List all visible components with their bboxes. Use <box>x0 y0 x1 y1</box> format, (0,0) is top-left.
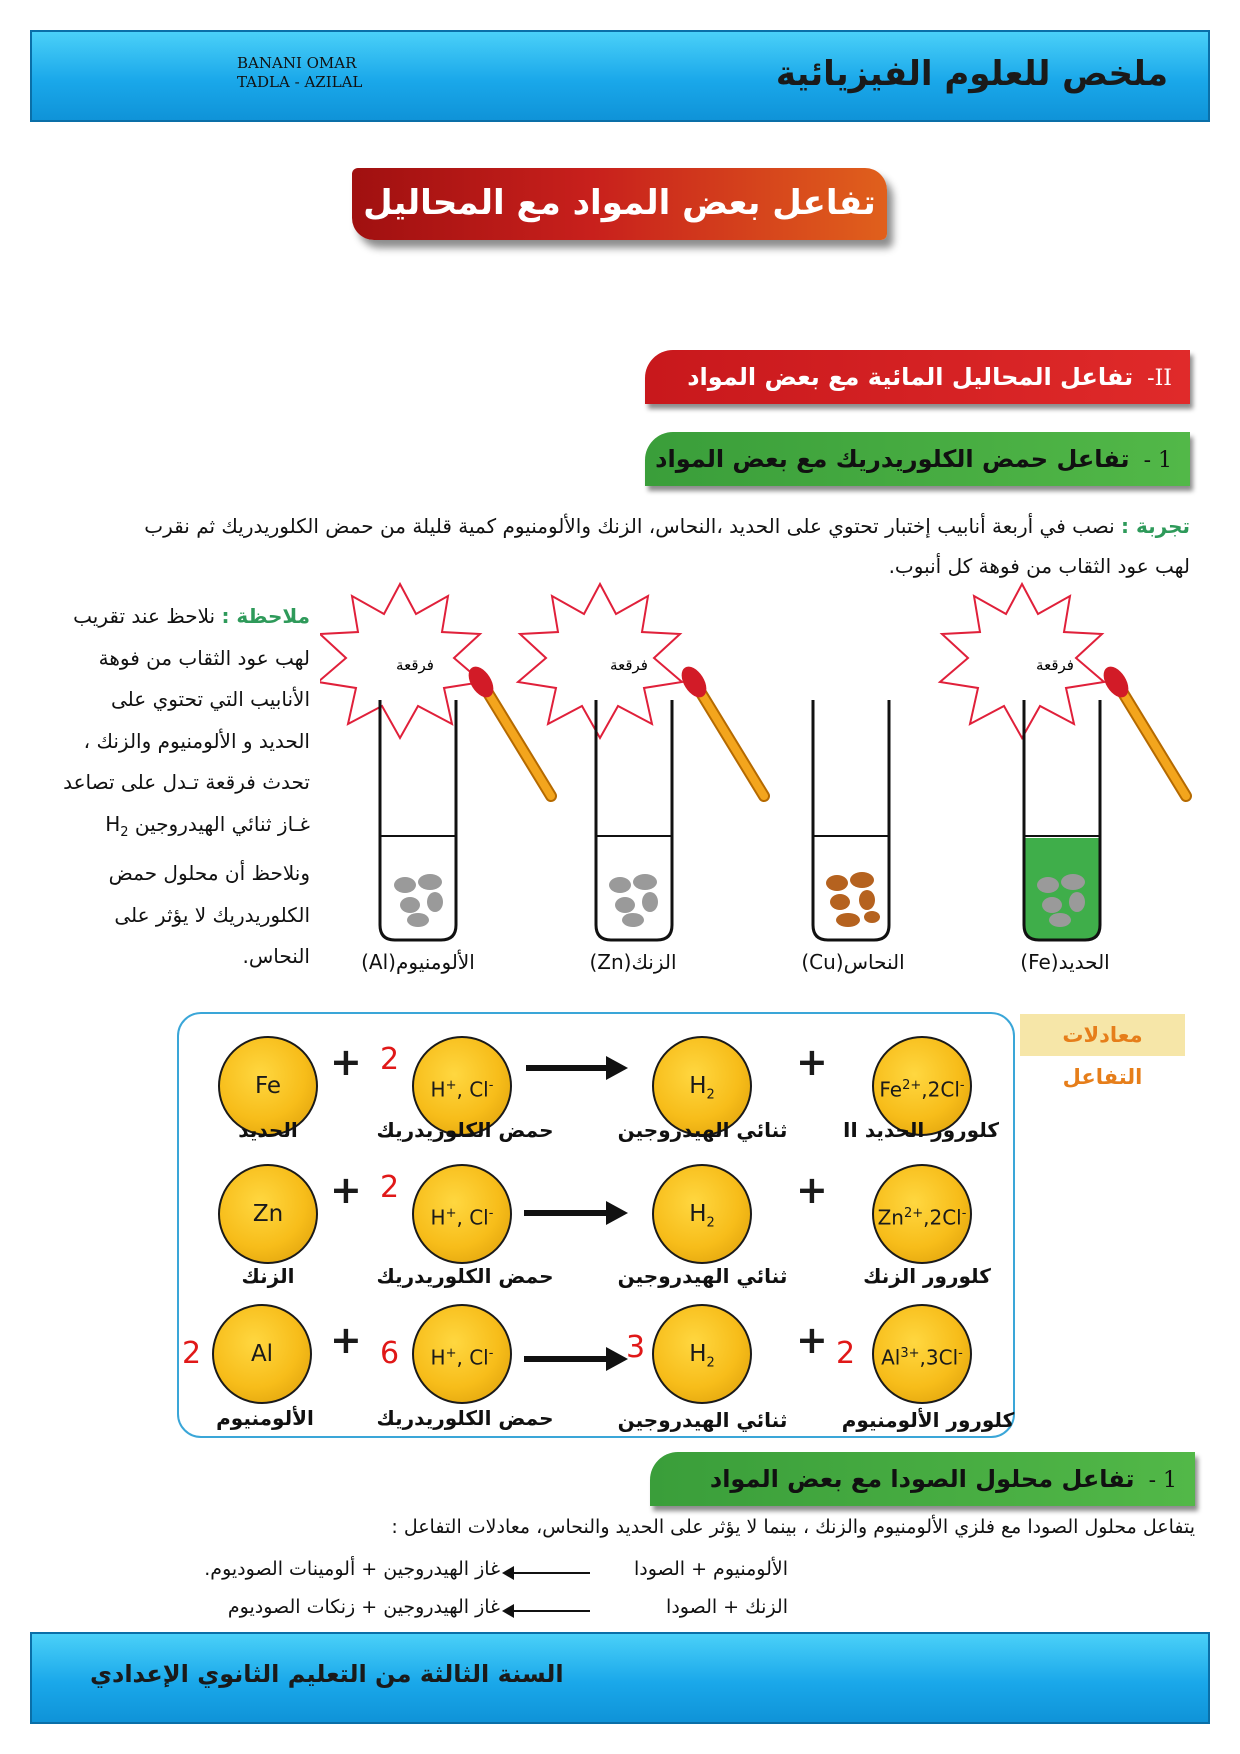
h2-ball: $H_2$ <box>652 1036 752 1136</box>
page-title: تفاعل بعض المواد مع المحاليل <box>352 168 887 240</box>
acid-name: حمض الكلوريدريك <box>376 1118 554 1142</box>
tube-label-zn: الزنك(Zn) <box>589 950 677 974</box>
author <box>237 54 362 92</box>
metal-pieces <box>609 874 658 927</box>
soda-intro: يتفاعل محلول الصودا مع فلزي الألومنيوم والزنك ، بينما لا يؤثر على الحديد والنحاس، معادلات التفاعل : <box>391 1516 1195 1538</box>
header-band <box>30 30 1210 122</box>
observation-label: ملاحظة : <box>221 604 310 628</box>
section-number: 1 - <box>1143 448 1172 473</box>
observation-line: الحديد و الألومنيوم والزنك ، <box>83 728 310 753</box>
experiment-text-1: نصب في أربعة أنابيب إختبار تحتوي على الحديد ،النحاس، الزنك والألومنيوم كمية قليلة من حمض الكلوريدريك ثم نقرب <box>144 514 1115 538</box>
burst-label: فرقعة <box>610 656 648 674</box>
match-icon <box>677 662 764 796</box>
acid-ball: H+, Cl- <box>412 1304 512 1404</box>
burst-icon <box>940 584 1104 738</box>
salt-name: كلورور الحديد II <box>842 1118 999 1142</box>
observation-paragraph <box>40 596 310 978</box>
equations-tag: معادلات التفاعل <box>1020 1014 1185 1056</box>
tube-label-al: الألومنيوم(Al) <box>361 950 475 974</box>
soda-arrow <box>512 1572 590 1574</box>
plus-sign: + <box>330 1168 362 1212</box>
tube-label-cu: النحاس(Cu) <box>801 950 905 974</box>
tube-iron <box>940 584 1186 940</box>
section-number: II- <box>1147 366 1172 391</box>
coefficient: 3 <box>626 1330 646 1365</box>
plus-sign: + <box>796 1040 828 1084</box>
salt-ball: $Zn^{2+},2Cl^-$ <box>872 1164 972 1264</box>
coefficient: 2 <box>380 1170 400 1205</box>
coefficient: 2 <box>182 1336 202 1371</box>
reactant-ball: Zn <box>218 1164 318 1264</box>
burst-label: فرقعة <box>396 656 434 674</box>
burst-icon <box>518 584 682 738</box>
observation-line: نلاحظ عند تقريب <box>73 604 216 628</box>
acid-ball: H+, Cl- <box>412 1036 512 1136</box>
observation-line: الأنابيب التي تحتوي على <box>110 687 310 711</box>
reaction-arrow <box>524 1356 608 1362</box>
observation-line: ونلاحظ أن محلول حمض <box>108 861 310 885</box>
author-location: TADLA - AZILAL <box>237 73 363 91</box>
metal-pieces <box>826 872 880 927</box>
metal-pieces <box>394 874 443 927</box>
section-title: تفاعل حمض الكلوريدريك مع بعض المواد <box>655 445 1130 473</box>
footer-band <box>30 1632 1210 1724</box>
burst-label: فرقعة <box>1036 656 1074 674</box>
section-number: 1 - <box>1148 1468 1177 1493</box>
observation-line: غـاز ثنائي الهيدروجين H <box>105 811 310 836</box>
tube-aluminium <box>320 584 551 940</box>
test-tubes-figure <box>320 580 1220 950</box>
reactant-name: الزنك <box>241 1264 295 1288</box>
section-title: تفاعل المحاليل المائية مع بعض المواد <box>687 363 1134 391</box>
experiment-paragraph <box>48 506 1190 586</box>
salt-name: كلورور الألومنيوم <box>841 1408 1015 1432</box>
coefficient: 6 <box>380 1336 400 1371</box>
h2-ball: $H_2$ <box>652 1304 752 1404</box>
observation-line: النحاس. <box>242 944 310 968</box>
coefficient: 2 <box>380 1042 400 1077</box>
section-2-heading <box>645 350 1190 404</box>
tube-label-fe: الحديد(Fe) <box>1020 950 1110 974</box>
plus-sign: + <box>796 1318 828 1362</box>
match-icon <box>1099 662 1186 796</box>
acid-name: حمض الكلوريدريك <box>376 1264 554 1288</box>
soda-eq2-left: الزنك + الصودا <box>666 1596 788 1618</box>
acid-ball: H+, Cl- <box>412 1164 512 1264</box>
author-name: BANANI OMAR <box>237 54 357 72</box>
footer-text: السنة الثالثة من التعليم الثانوي الإعدادي <box>90 1660 564 1688</box>
plus-sign: + <box>330 1318 362 1362</box>
reactant-ball: Fe <box>218 1036 318 1136</box>
acid-name: حمض الكلوريدريك <box>376 1406 554 1430</box>
reactant-name: الحديد <box>238 1118 298 1142</box>
soda-eq1-left: الألومنيوم + الصودا <box>633 1558 788 1580</box>
section-2-1-heading <box>645 432 1190 486</box>
h2-ball: $H_2$ <box>652 1164 752 1264</box>
experiment-text-2: لهب عود الثقاب من فوهة كل أنبوب. <box>888 554 1190 578</box>
section-soda-heading <box>650 1452 1195 1506</box>
h2-name: ثنائي الهيدروجين <box>617 1118 788 1142</box>
header-title: ملخص للعلوم الفيزيائية <box>775 54 1168 94</box>
section-title: تفاعل محلول الصودا مع بعض المواد <box>709 1465 1135 1493</box>
salt-name: كلورور الزنك <box>863 1264 991 1288</box>
tube-copper <box>813 700 889 940</box>
plus-sign: + <box>796 1168 828 1212</box>
plus-sign: + <box>330 1040 362 1084</box>
observation-line: الكلوريدريك لا يؤثر على <box>114 902 310 927</box>
salt-ball: $Fe^{2+},2Cl^-$ <box>872 1036 972 1136</box>
h2-name: ثنائي الهيدروجين <box>617 1264 788 1288</box>
observation-line: تحدث فرقعة تـدل على تصاعد <box>63 770 310 794</box>
subscript: 2 <box>120 824 129 840</box>
observation-line: لهب عود الثقاب من فوهة <box>98 645 310 670</box>
h2-name: ثنائي الهيدروجين <box>617 1408 788 1432</box>
experiment-label: تجربة : <box>1121 514 1190 538</box>
soda-eq1-right: غاز الهيدروجين + ألومينات الصوديوم. <box>204 1558 500 1580</box>
reaction-arrow <box>524 1210 608 1216</box>
coefficient: 2 <box>836 1336 856 1371</box>
soda-arrow <box>512 1610 590 1612</box>
soda-eq2-right: غاز الهيدروجين + زنكات الصوديوم <box>227 1596 500 1618</box>
reactant-name: الألومنيوم <box>216 1406 314 1430</box>
salt-ball: $Al^{3+},3Cl^-$ <box>872 1304 972 1404</box>
reactant-ball: Al <box>212 1304 312 1404</box>
tube-zinc <box>518 584 764 940</box>
reaction-arrow <box>526 1065 608 1071</box>
